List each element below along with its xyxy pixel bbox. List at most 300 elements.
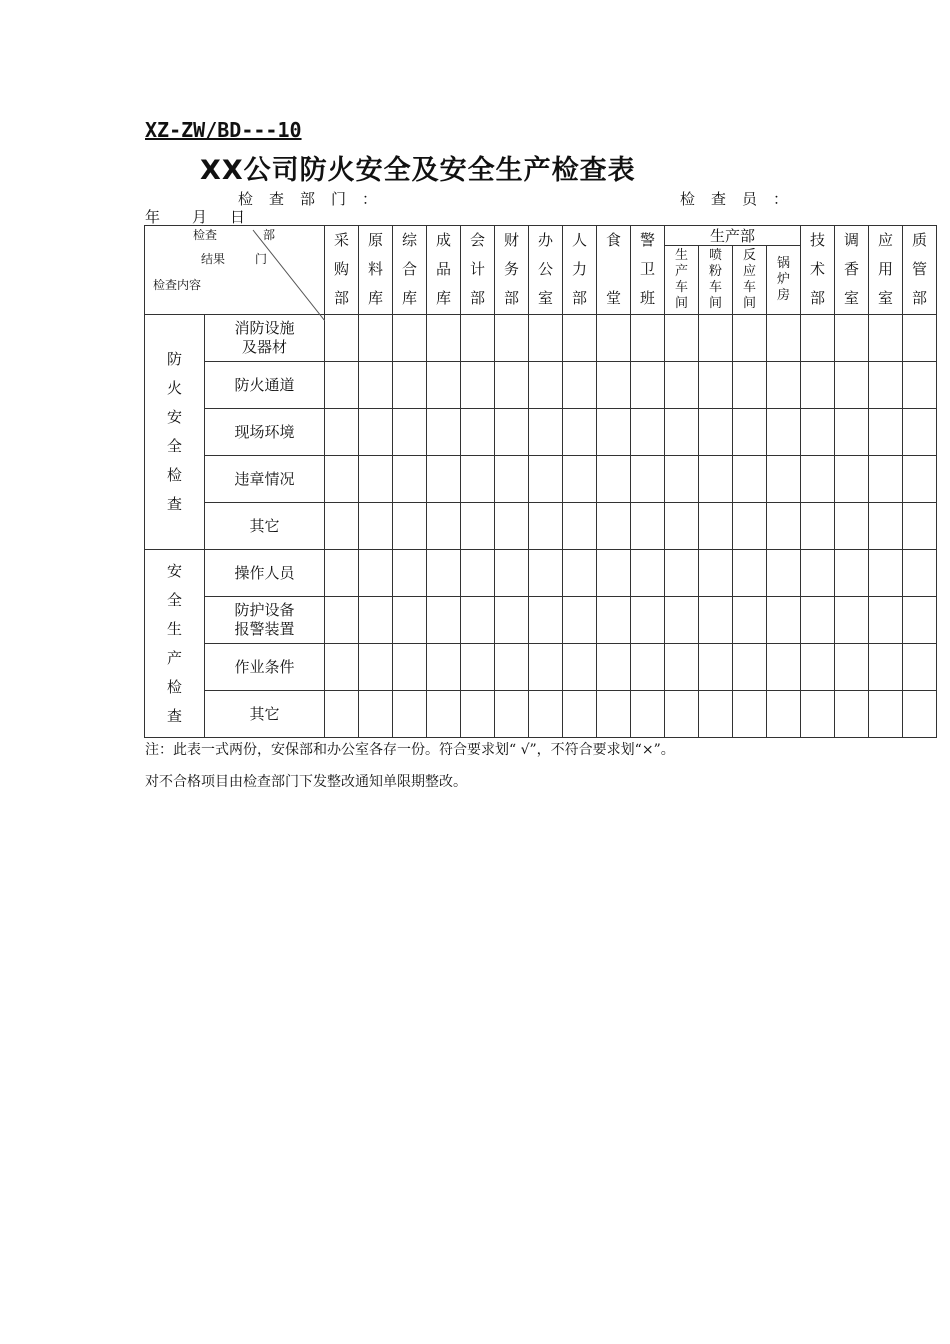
production-sub-header-char: 间 — [742, 296, 756, 311]
dept-header-char: 力 — [571, 260, 587, 278]
result-cell[interactable] — [699, 456, 733, 503]
section-category — [145, 550, 205, 738]
result-cell[interactable] — [733, 456, 767, 503]
result-cell[interactable] — [903, 644, 937, 691]
result-cell[interactable] — [597, 503, 631, 550]
result-cell[interactable] — [631, 644, 665, 691]
result-cell[interactable] — [733, 644, 767, 691]
dept-header-char: 管 — [911, 260, 927, 278]
dept-header-char: 卫 — [639, 260, 655, 278]
check-item-line: 其它 — [249, 704, 280, 723]
dept-header-char: 人 — [571, 231, 587, 249]
result-cell[interactable] — [359, 644, 393, 691]
result-cell[interactable] — [529, 362, 563, 409]
check-item-line: 其它 — [249, 516, 280, 535]
result-cell[interactable] — [427, 315, 461, 362]
result-cell[interactable] — [495, 409, 529, 456]
result-cell[interactable] — [631, 362, 665, 409]
result-cell[interactable] — [359, 409, 393, 456]
production-sub-header-char: 车 — [674, 280, 688, 295]
result-cell[interactable] — [563, 597, 597, 644]
result-cell[interactable] — [835, 644, 869, 691]
result-cell[interactable] — [393, 597, 427, 644]
document-title: XX公司防火安全及安全生产检查表 — [200, 155, 636, 186]
result-cell[interactable] — [631, 409, 665, 456]
result-cell[interactable] — [427, 503, 461, 550]
check-item — [205, 597, 325, 644]
check-item-line: 操作人员 — [234, 563, 295, 582]
check-item — [205, 315, 325, 362]
result-cell[interactable] — [563, 315, 597, 362]
table-row — [145, 644, 937, 691]
section-category — [145, 315, 205, 550]
dept-header-char — [597, 255, 630, 284]
result-cell[interactable] — [665, 315, 699, 362]
result-cell[interactable] — [393, 409, 427, 456]
corner-label-dept1: 部 — [263, 228, 276, 242]
result-cell[interactable] — [903, 456, 937, 503]
result-cell[interactable] — [563, 503, 597, 550]
result-cell[interactable] — [529, 456, 563, 503]
result-cell[interactable] — [801, 597, 835, 644]
result-cell[interactable] — [631, 456, 665, 503]
note-line-1: 注：此表一式两份，安保部和办公室各存一份。符合要求划“ √”，不符合要求划“×”。 — [145, 742, 675, 758]
result-cell[interactable] — [563, 362, 597, 409]
result-cell[interactable] — [393, 362, 427, 409]
result-cell[interactable] — [529, 409, 563, 456]
dept-header — [495, 226, 529, 315]
inspection-table — [144, 225, 937, 738]
result-cell[interactable] — [325, 644, 359, 691]
result-cell[interactable] — [597, 691, 631, 738]
result-cell[interactable] — [597, 597, 631, 644]
production-sub-header — [767, 246, 801, 315]
result-cell[interactable] — [903, 550, 937, 597]
dept-header-char: 术 — [809, 260, 825, 278]
production-sub-header — [733, 246, 767, 315]
section-category-char: 产 — [166, 648, 182, 667]
result-cell[interactable] — [835, 315, 869, 362]
result-cell[interactable] — [801, 550, 835, 597]
result-cell[interactable] — [767, 550, 801, 597]
result-cell[interactable] — [699, 409, 733, 456]
result-cell[interactable] — [733, 362, 767, 409]
section-category-char: 检 — [166, 677, 182, 696]
result-cell[interactable] — [495, 503, 529, 550]
dept-header-char: 原 — [367, 231, 383, 249]
inspect-dept-label: 检查部门： — [238, 190, 394, 208]
dept-header — [563, 226, 597, 315]
production-sub-header-char: 产 — [674, 264, 688, 279]
result-cell[interactable] — [631, 691, 665, 738]
result-cell[interactable] — [767, 315, 801, 362]
dept-header — [325, 226, 359, 315]
dept-header-char: 采 — [333, 231, 349, 249]
dept-header-char: 食 — [605, 231, 621, 249]
dept-header-char: 库 — [435, 289, 451, 307]
result-cell[interactable] — [733, 691, 767, 738]
document-code: XZ-ZW/BD---10 — [145, 118, 302, 142]
dept-header-char: 部 — [503, 289, 519, 307]
result-cell[interactable] — [325, 503, 359, 550]
result-cell[interactable] — [529, 503, 563, 550]
result-cell[interactable] — [767, 597, 801, 644]
table-row — [145, 409, 937, 456]
result-cell[interactable] — [427, 362, 461, 409]
dept-header-char: 部 — [333, 289, 349, 307]
result-cell[interactable] — [869, 503, 903, 550]
dept-header — [461, 226, 495, 315]
result-cell[interactable] — [665, 362, 699, 409]
result-cell[interactable] — [529, 644, 563, 691]
note-line-2: 对不合格项目由检查部门下发整改通知单限期整改。 — [145, 774, 467, 790]
result-cell[interactable] — [529, 315, 563, 362]
result-cell[interactable] — [903, 597, 937, 644]
dept-header-char: 务 — [503, 260, 519, 278]
result-cell[interactable] — [495, 597, 529, 644]
dept-header-char: 调 — [843, 231, 859, 249]
result-cell[interactable] — [495, 315, 529, 362]
result-cell[interactable] — [495, 456, 529, 503]
check-item-line: 防火通道 — [234, 375, 295, 394]
dept-header-char: 购 — [333, 260, 349, 278]
result-cell[interactable] — [461, 362, 495, 409]
result-cell[interactable] — [495, 362, 529, 409]
result-cell[interactable] — [801, 456, 835, 503]
result-cell[interactable] — [767, 503, 801, 550]
result-cell[interactable] — [699, 362, 733, 409]
result-cell[interactable] — [801, 503, 835, 550]
dept-header-char: 堂 — [605, 289, 621, 307]
result-cell[interactable] — [325, 409, 359, 456]
dept-header — [835, 226, 869, 315]
production-sub-header-char: 粉 — [708, 264, 722, 279]
result-cell[interactable] — [767, 456, 801, 503]
check-item-line: 防护设备 — [234, 601, 295, 619]
result-cell[interactable] — [835, 691, 869, 738]
check-item-line: 现场环境 — [234, 422, 295, 441]
result-cell[interactable] — [495, 550, 529, 597]
result-cell[interactable] — [767, 644, 801, 691]
result-cell[interactable] — [699, 503, 733, 550]
date-year: 年 — [145, 208, 161, 226]
production-sub-header — [699, 246, 733, 315]
production-sub-header-char: 锅 — [776, 256, 790, 271]
result-cell[interactable] — [631, 550, 665, 597]
result-cell[interactable] — [665, 550, 699, 597]
result-cell[interactable] — [529, 597, 563, 644]
table-row — [145, 362, 937, 409]
diagonal-line — [145, 226, 325, 321]
result-cell[interactable] — [563, 644, 597, 691]
section-category-char: 安 — [166, 408, 182, 426]
result-cell[interactable] — [767, 691, 801, 738]
dept-header-char: 技 — [809, 231, 825, 249]
result-cell[interactable] — [325, 456, 359, 503]
dept-header — [359, 226, 393, 315]
dept-header — [631, 226, 665, 315]
result-cell[interactable] — [427, 691, 461, 738]
dept-header-char: 合 — [401, 260, 417, 278]
result-cell[interactable] — [699, 691, 733, 738]
result-cell[interactable] — [393, 315, 427, 362]
dept-header-char: 室 — [843, 289, 859, 307]
result-cell[interactable] — [835, 597, 869, 644]
result-cell[interactable] — [869, 691, 903, 738]
result-cell[interactable] — [665, 503, 699, 550]
corner-label-content: 检查内容 — [153, 278, 202, 292]
result-cell[interactable] — [461, 644, 495, 691]
result-cell[interactable] — [801, 691, 835, 738]
result-cell[interactable] — [835, 503, 869, 550]
dept-header-char: 成 — [435, 231, 451, 249]
check-item — [205, 550, 325, 597]
result-cell[interactable] — [359, 691, 393, 738]
result-cell[interactable] — [665, 597, 699, 644]
result-cell[interactable] — [427, 597, 461, 644]
production-sub-header-char: 喷 — [708, 248, 722, 263]
dept-header — [529, 226, 563, 315]
result-cell[interactable] — [359, 597, 393, 644]
result-cell[interactable] — [699, 597, 733, 644]
check-item-line: 消防设施 — [234, 319, 295, 337]
corner-label-check: 检查 — [193, 228, 218, 242]
result-cell[interactable] — [427, 456, 461, 503]
result-cell[interactable] — [597, 315, 631, 362]
result-cell[interactable] — [495, 644, 529, 691]
result-cell[interactable] — [563, 550, 597, 597]
dept-header-char: 室 — [877, 289, 893, 307]
corner-label-dept2: 门 — [255, 252, 268, 266]
result-cell[interactable] — [903, 362, 937, 409]
inspector-label: 检查员： — [680, 190, 805, 208]
result-cell[interactable] — [393, 456, 427, 503]
dept-header — [597, 226, 631, 315]
result-cell[interactable] — [733, 550, 767, 597]
section-category-char: 检 — [166, 466, 182, 484]
check-item-line: 报警装置 — [234, 620, 295, 638]
result-cell[interactable] — [461, 409, 495, 456]
result-cell[interactable] — [427, 644, 461, 691]
result-cell[interactable] — [529, 550, 563, 597]
dept-header-char: 用 — [877, 260, 893, 278]
result-cell[interactable] — [427, 550, 461, 597]
production-sub-header — [665, 246, 699, 315]
dept-header-char: 应 — [877, 231, 893, 249]
check-item — [205, 691, 325, 738]
dept-header-char: 品 — [435, 260, 451, 278]
dept-header-char: 库 — [367, 289, 383, 307]
result-cell[interactable] — [869, 315, 903, 362]
result-cell[interactable] — [461, 597, 495, 644]
production-sub-header-char: 应 — [742, 264, 756, 279]
table-row — [145, 456, 937, 503]
dept-header-char: 部 — [809, 289, 825, 307]
result-cell[interactable] — [325, 691, 359, 738]
result-cell[interactable] — [903, 691, 937, 738]
result-cell[interactable] — [699, 550, 733, 597]
dept-header — [903, 226, 937, 315]
dept-header — [801, 226, 835, 315]
dept-header-char: 班 — [639, 289, 655, 307]
production-sub-header-char: 间 — [674, 296, 688, 311]
result-cell[interactable] — [427, 409, 461, 456]
dept-header-char: 综 — [401, 231, 417, 249]
result-cell[interactable] — [359, 362, 393, 409]
result-cell[interactable] — [393, 550, 427, 597]
result-cell[interactable] — [597, 409, 631, 456]
result-cell[interactable] — [869, 644, 903, 691]
result-cell[interactable] — [461, 691, 495, 738]
dept-header-char: 部 — [571, 289, 587, 307]
result-cell[interactable] — [359, 550, 393, 597]
date-day: 日 — [230, 208, 246, 226]
production-sub-header-char: 反 — [742, 248, 756, 263]
dept-header-char: 办 — [537, 231, 553, 249]
result-cell[interactable] — [733, 409, 767, 456]
production-sub-header-char: 房 — [776, 288, 790, 303]
result-cell[interactable] — [597, 644, 631, 691]
result-cell[interactable] — [903, 503, 937, 550]
table-row — [145, 597, 937, 644]
section-category-char: 全 — [166, 590, 182, 609]
result-cell[interactable] — [325, 315, 359, 362]
result-cell[interactable] — [835, 550, 869, 597]
result-cell[interactable] — [461, 456, 495, 503]
header-row — [145, 226, 937, 246]
check-item — [205, 362, 325, 409]
table-row — [145, 503, 937, 550]
result-cell[interactable] — [801, 362, 835, 409]
result-cell[interactable] — [835, 362, 869, 409]
result-cell[interactable] — [597, 456, 631, 503]
dept-header-char: 部 — [469, 289, 485, 307]
check-item-line: 违章情况 — [234, 469, 295, 488]
dept-header — [393, 226, 427, 315]
result-cell[interactable] — [393, 644, 427, 691]
corner-label-result: 结果 — [201, 252, 226, 266]
result-cell[interactable] — [631, 597, 665, 644]
production-sub-header-char: 间 — [708, 296, 722, 311]
result-cell[interactable] — [801, 644, 835, 691]
result-cell[interactable] — [631, 503, 665, 550]
result-cell[interactable] — [359, 315, 393, 362]
corner-header-cell — [145, 226, 325, 315]
check-item — [205, 503, 325, 550]
result-cell[interactable] — [699, 644, 733, 691]
result-cell[interactable] — [699, 315, 733, 362]
result-cell[interactable] — [835, 409, 869, 456]
table-row — [145, 691, 937, 738]
result-cell[interactable] — [869, 456, 903, 503]
section-category-char: 查 — [166, 706, 182, 725]
result-cell[interactable] — [835, 456, 869, 503]
result-cell[interactable] — [461, 315, 495, 362]
result-cell[interactable] — [665, 644, 699, 691]
result-cell[interactable] — [903, 315, 937, 362]
production-sub-header-char: 炉 — [776, 272, 790, 287]
result-cell[interactable] — [393, 691, 427, 738]
result-cell[interactable] — [359, 503, 393, 550]
check-item-line: 作业条件 — [234, 657, 295, 676]
section-category-char: 防 — [166, 350, 182, 368]
result-cell[interactable] — [325, 597, 359, 644]
check-item — [205, 409, 325, 456]
production-group-header: 生产部 — [665, 226, 801, 246]
dept-header — [869, 226, 903, 315]
dept-header-char: 料 — [367, 260, 383, 278]
result-cell[interactable] — [563, 691, 597, 738]
section-category-char: 安 — [166, 561, 182, 580]
result-cell[interactable] — [733, 503, 767, 550]
dept-header — [427, 226, 461, 315]
result-cell[interactable] — [359, 456, 393, 503]
section-category-char: 生 — [166, 619, 182, 638]
dept-header-char: 库 — [401, 289, 417, 307]
dept-header-char: 部 — [911, 289, 927, 307]
dept-header-char: 财 — [503, 231, 519, 249]
result-cell[interactable] — [869, 362, 903, 409]
dept-header-char: 会 — [469, 231, 485, 249]
check-item-line: 及器材 — [241, 338, 287, 356]
production-sub-header-char: 车 — [708, 280, 722, 295]
result-cell[interactable] — [733, 597, 767, 644]
result-cell[interactable] — [869, 550, 903, 597]
result-cell[interactable] — [325, 550, 359, 597]
dept-header-char: 警 — [639, 231, 655, 249]
result-cell[interactable] — [801, 315, 835, 362]
dept-header-char: 计 — [469, 260, 485, 278]
result-cell[interactable] — [563, 456, 597, 503]
result-cell[interactable] — [461, 503, 495, 550]
dept-header-char: 质 — [911, 231, 927, 249]
table-row — [145, 550, 937, 597]
result-cell[interactable] — [325, 362, 359, 409]
check-item — [205, 644, 325, 691]
result-cell[interactable] — [563, 409, 597, 456]
check-item — [205, 456, 325, 503]
date-month: 月 — [192, 208, 208, 226]
result-cell[interactable] — [495, 691, 529, 738]
result-cell[interactable] — [903, 409, 937, 456]
result-cell[interactable] — [767, 362, 801, 409]
section-category-char: 火 — [166, 379, 182, 397]
result-cell[interactable] — [733, 315, 767, 362]
result-cell[interactable] — [461, 550, 495, 597]
section-category-char: 查 — [166, 495, 182, 513]
production-sub-header-char: 生 — [674, 248, 688, 263]
result-cell[interactable] — [869, 409, 903, 456]
result-cell[interactable] — [801, 409, 835, 456]
result-cell[interactable] — [665, 691, 699, 738]
dept-header-char: 公 — [537, 260, 553, 278]
dept-header-char: 香 — [843, 260, 859, 278]
date-line — [145, 206, 245, 227]
result-cell[interactable] — [393, 503, 427, 550]
result-cell[interactable] — [665, 409, 699, 456]
dept-header-char: 室 — [537, 289, 553, 307]
production-sub-header-char: 车 — [742, 280, 756, 295]
result-cell[interactable] — [631, 315, 665, 362]
section-category-char: 全 — [166, 437, 182, 455]
result-cell[interactable] — [665, 456, 699, 503]
table-row — [145, 315, 937, 362]
result-cell[interactable] — [767, 409, 801, 456]
result-cell[interactable] — [529, 691, 563, 738]
result-cell[interactable] — [597, 550, 631, 597]
result-cell[interactable] — [869, 597, 903, 644]
result-cell[interactable] — [597, 362, 631, 409]
